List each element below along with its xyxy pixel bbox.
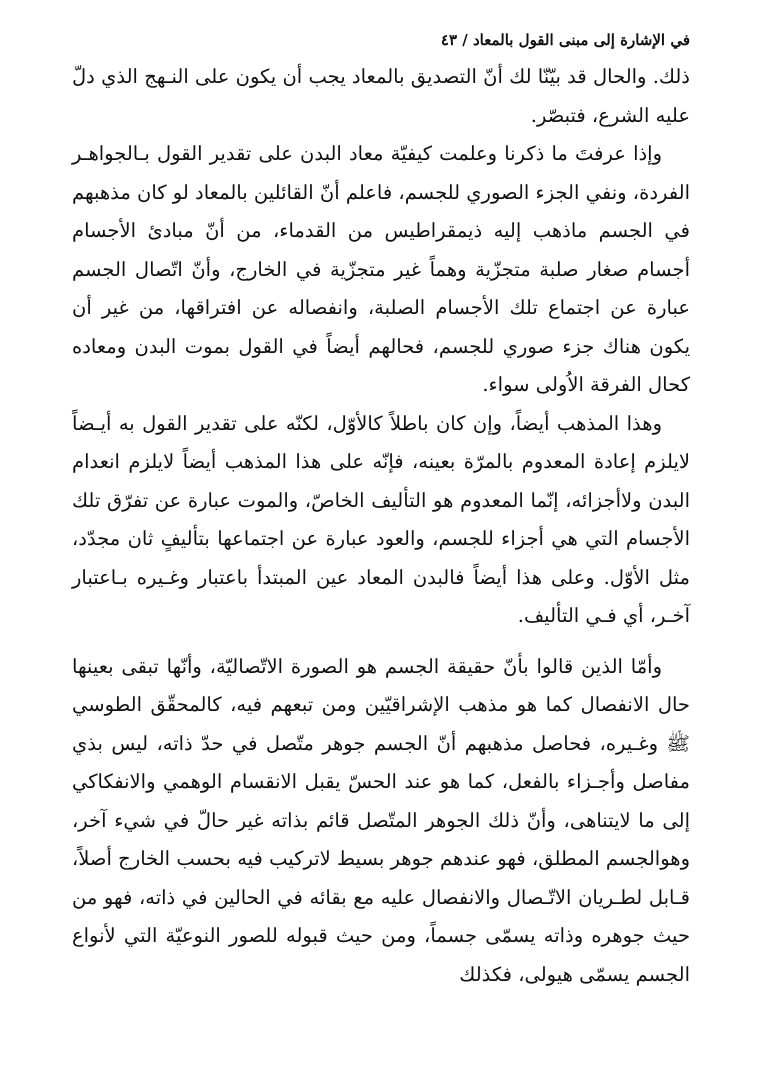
body-text (72, 58, 690, 994)
paragraph-3: وهذا المذهب أيضاً، وإن كان باطلاً كالأوّل، لكنّه على تقدير القول به أيـضاً لايلزم إعادة المعدوم بالمرّة بعينه، فإنّه على هذا المذهب أيضاً لايلزم انعدام البدن ولاأجزائه، إنّما المعدوم هو التأليف الخاصّ، والموت عبارة عن تفرّق تلك الأجسام التي هي أجزاء للجسم، والعود عبارة عن اجتماعها بتأليفٍ ثان مجدّد، مثل الأوّل. وعلى هذا أيضاً فالبدن المعاد عين المبتدأ باعتبار وغـيره بـاعتبار آخـر، أي فـي التأليف. (72, 411, 690, 627)
running-header-separator: / (462, 31, 468, 49)
paragraph-1: ذلك. والحال قد بيّنّا لك أنّ التصديق بالمعاد يجب أن يكون على النـهج الذي دلّ عليه الشرع، فتبصّر. (72, 65, 690, 127)
paragraph-2: وإذا عرفتَ ما ذكرنا وعلمت كيفيّة معاد البدن على تقدير القول بـالجواهـر الفردة، ونفي الجزء الصوري للجسم، فاعلم أنّ القائلين بالمعاد لو كان مذهبهم في الجسم ماذهب إليه ذيمقراطيس من القدماء، من أنّ مبادئ الأجسام أجسام صغار صلبة متجزّية وهماً غير متجزّية في الخارج، وأنّ اتّصال الجسم عبارة عن اجتماع تلك الأجسام الصلبة، وانفصاله عن افتراقها، من غير أن يكون هناك جزء صوري للجسم، فحالهم أيضاً في القول بموت البدن ومعاده كحال الفرقة الاُولى سواء. (72, 142, 690, 396)
page-number: ٤٣ (440, 31, 458, 49)
running-header (72, 28, 690, 58)
paragraph-4: وأمّا الذين قالوا بأنّ حقيقة الجسم هو الصورة الاتّصاليّة، وأنّها تبقى بعينها حال الانفصال كما هو مذهب الإشراقيّين ومن تبعهم فيه، كالمحقّق الطوسي ﷺ وغـيره، فحاصل مذهبهم أنّ الجسم جوهر متّصل في حدّ ذاته، ليس بذي مفاصل وأجـزاء بالفعل، كما هو عند الحسّ يقبل الانقسام الوهمي والانفكاكي إلى ما لايتناهى، وأنّ ذلك الجوهر المتّصل قائم بذاته غير حالّ في شيء آخر، وهوالجسم المطلق، فهو عندهم جوهر بسيط لاتركيب فيه بحسب الخارج أصلاً، قـابل لطـريان الاتّـصال والانفصال عليه مع بقائه في الحالين في ذاته، فهو من حيث جوهره وذاته يسمّى جسماً، ومن حيث قبوله للصور النوعيّة التي لأنواع الجسم يسمّى هيولى، فكذلك (72, 654, 690, 986)
running-header-title: في الإشارة إلى مبنى القول بالمعاد (472, 31, 690, 49)
